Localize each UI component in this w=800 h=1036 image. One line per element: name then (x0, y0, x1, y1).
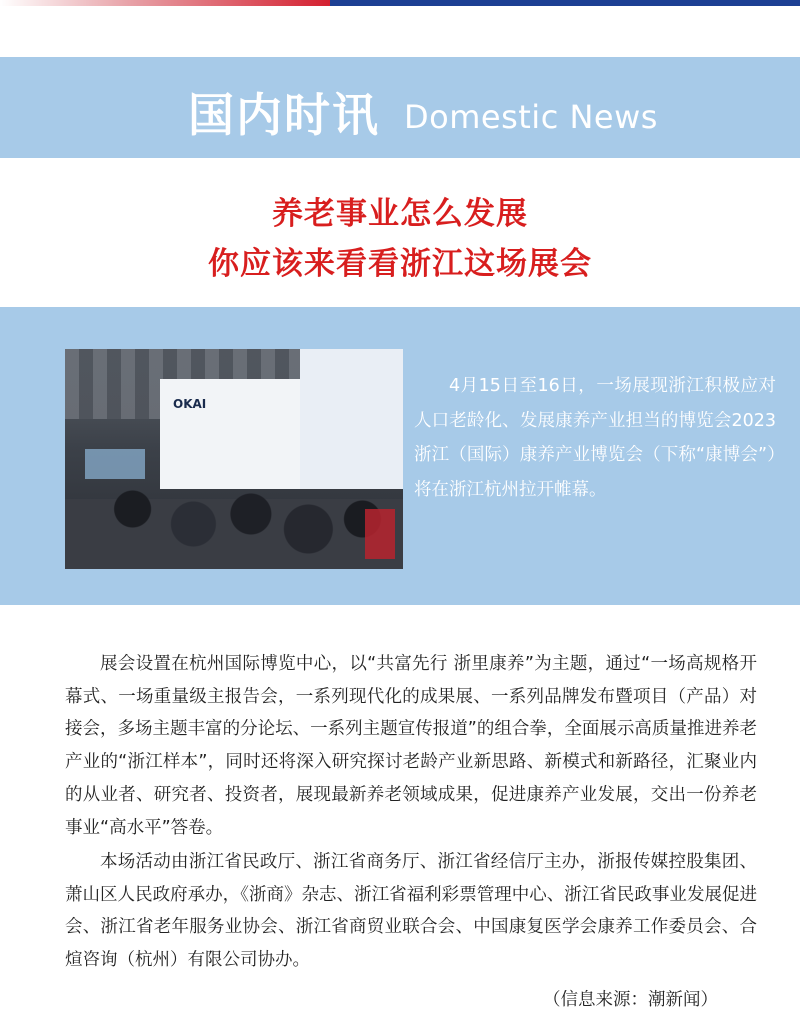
source-credit: （信息来源：潮新闻） (543, 990, 718, 1010)
body-paragraph-2: 本场活动由浙江省民政厅、浙江省商务厅、浙江省经信厅主办，浙报传媒控股集团、萧山区人民政府承办，《浙商》杂志、浙江省福利彩票管理中心、浙江省民政事业发展促进会、浙江省老年服务业协会、浙江省商贸业联合会、中国康复医学会康养工作委员会、合煊咨询（杭州）有限公司协办。 (65, 852, 757, 971)
top-accent-bar (0, 0, 800, 6)
photo-booth-side (300, 349, 403, 489)
photo-red-sign (365, 509, 395, 559)
expo-photo (65, 349, 403, 569)
section-banner (0, 57, 800, 158)
top-accent-red (0, 0, 330, 6)
section-title-en: Domestic News (404, 98, 658, 136)
feature-panel (0, 307, 800, 605)
headline-line-2: 你应该来看看浙江这场展会 (208, 246, 592, 282)
body-paragraph-1: 展会设置在杭州国际博览中心，以“共富先行 浙里康养”为主题，通过“一场高规格开幕式、一场重量级主报告会，一系列现代化的成果展、一系列品牌发布暨项目（产品）对接会，多场主题丰富的分论坛、一系列主题宣传报道”的组合拳，全面展示高质量推进养老产业的“浙江样本”，同时还将深入研究探讨老龄产业新思路、新模式和新路径，汇聚业内的从业者、研究者、投资者，展现最新养老领域成果，促进康养产业发展，交出一份养老事业“高水平”答卷。 (65, 654, 757, 838)
section-title-cn: 国内时讯 (188, 88, 380, 142)
photo-crowd (65, 469, 403, 569)
intro-paragraph: 4月15日至16日，一场展现浙江积极应对人口老龄化、发展康养产业担当的博览会2023 浙江（国际）康养产业博览会（下称“康博会”）将在浙江杭州拉开帷幕。 (414, 376, 776, 500)
top-accent-blue (330, 0, 800, 6)
headline-line-1: 养老事业怎么发展 (272, 196, 528, 232)
photo-brand-logo: OKAI (173, 397, 207, 411)
